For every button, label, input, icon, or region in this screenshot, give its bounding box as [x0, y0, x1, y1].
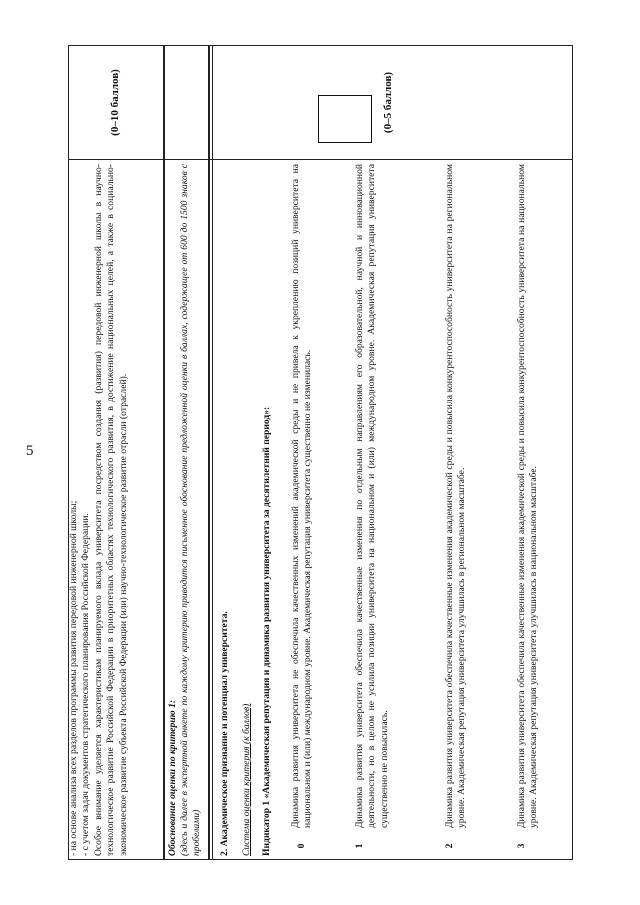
row-text: Динамика развития университета обеспечила качественные изменения академической среды и повысила конкурентоспособность университета на региональном уровне. Академическая репутация университета улучшилась в региональном масштабе. — [444, 164, 468, 828]
column-divider — [68, 159, 573, 160]
row-divider — [212, 45, 213, 860]
row-text: Динамика развития университета обеспечила качественные изменения академической среды и повысила конкурентоспособность университета на национальном уровне. Академическая репутация университета улучшилась в национальном масштабе. — [516, 164, 540, 828]
scoring-system-label: Система оценки критерия (к баллов) — [241, 703, 252, 856]
justification-title: Обоснование оценки по критерию 1: — [167, 699, 178, 856]
criteria-table — [68, 45, 573, 860]
page-number: 5 — [26, 443, 34, 459]
row-text: Динамика развития университета не обеспечила качественных изменений академической среды и не привела к укреплению позиций университета на национальном и (или) международном уровне. Академическая репутация университета существенно не изменилась. — [290, 164, 314, 828]
section2-title: 2. Академическое признание и потенциал университета. — [219, 611, 230, 856]
row-number: 2 — [444, 843, 455, 849]
row-number: 0 — [296, 843, 307, 849]
table-border — [68, 45, 573, 860]
bullet-line-2: - с учетом задач документов стратегического планирования Российской Федерации. — [80, 513, 91, 856]
row-divider — [208, 45, 210, 860]
bullet-line-1: - на основе анализа всех разделов программы развития передовой инженерной школы; — [68, 500, 79, 856]
focus-paragraph: Особое внимание уделяется характеристикам планируемого вклада университета посредством создания (развития) передовой инженерной школы в научно-технологическое развитие Российской Федерации в приоритетных областях технологического развития, в достижение национальных целей, а также в социально-экономическое развитие субъекта Российской Федерации (или) научно-технологическое развитие отрасли (отраслей). — [93, 164, 129, 856]
rotated-sheet — [68, 45, 573, 860]
row-text: Динамика развития университета обеспечила качественные изменения по отдельным направлениям его образовательной, научной и инновационной деятельности, но в целом не усилила позиции университета на национальном и (или) международном уровне. Академическая репутация университета существенно не повысилась. — [354, 164, 390, 828]
row-divider — [163, 45, 165, 860]
indicator-title: Индикатор 1 «Академическая репутация и динамика развития университета за десятилетний период»: — [261, 406, 272, 856]
justification-note: (здесь и далее в экспертной анкете по каждому критерию приводится письменное обоснование предложенной оценки в баллах, содержащее от 600 до 1500 знаков с пробелами) — [179, 164, 203, 856]
score-entry-box[interactable] — [318, 95, 372, 143]
row-number: 1 — [354, 843, 365, 849]
section2-score: (0–5 баллов) — [381, 71, 394, 134]
block1-score: (0–10 баллов) — [109, 69, 122, 136]
row-number: 3 — [516, 843, 527, 849]
